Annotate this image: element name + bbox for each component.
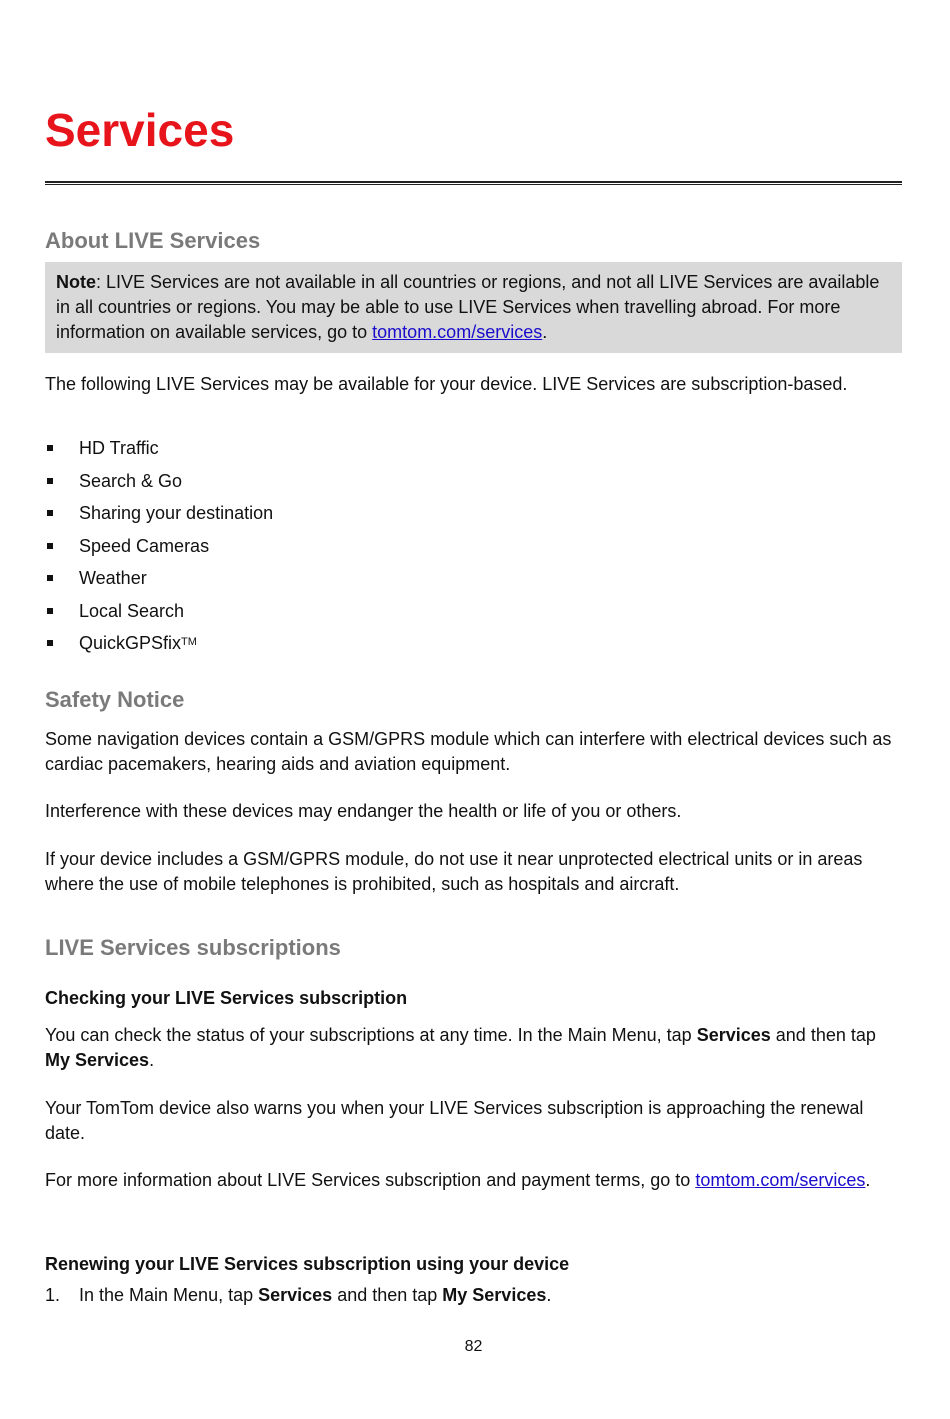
- renewal-warning-paragraph: Your TomTom device also warns you when your LIVE Services subscription is approaching the renewal date.: [45, 1098, 864, 1143]
- bullet-icon: [47, 543, 53, 549]
- list-item: [45, 469, 273, 502]
- page-title: Services: [45, 104, 235, 156]
- trademark-mark: TM: [181, 636, 197, 648]
- note-services-link[interactable]: tomtom.com/services: [372, 322, 543, 342]
- list-item-label: Sharing your destination: [79, 503, 274, 523]
- step-text-start: In the Main Menu, tap: [79, 1285, 259, 1305]
- safety-paragraph-3: If your device includes a GSM/GPRS module, do not use it near unprotected electrical units or in areas where the use of mobile telephones is prohibited, such as hospitals and aircraft.: [45, 849, 863, 894]
- more-info-text: For more information about LIVE Services subscription and payment terms, go to: [45, 1170, 696, 1190]
- list-item-label: Local Search: [79, 600, 185, 621]
- safety-notice-heading: Safety Notice: [45, 687, 185, 712]
- check-text-end: .: [149, 1050, 155, 1070]
- note-label: Note: [56, 272, 96, 292]
- bullet-icon: [47, 640, 53, 646]
- bullet-icon: [47, 445, 53, 451]
- bullet-icon: [47, 608, 53, 614]
- list-item-label: Speed Cameras: [79, 535, 210, 556]
- list-item: [45, 631, 273, 664]
- list-item-label: QuickGPSfix: [79, 633, 182, 653]
- title-divider: [45, 181, 902, 185]
- step-services-label: Services: [258, 1285, 333, 1305]
- about-live-services-heading: About LIVE Services: [45, 228, 261, 253]
- list-item: [45, 436, 273, 469]
- services-menu-label: Services: [696, 1025, 771, 1045]
- bullet-icon: [47, 478, 53, 484]
- list-item-label: Weather: [79, 568, 147, 588]
- more-info-paragraph: [45, 1168, 902, 1193]
- list-item-label: Search & Go: [79, 470, 183, 491]
- check-status-paragraph: [45, 1023, 902, 1073]
- check-text-start: You can check the status of your subscriptions at any time. In the Main Menu, tap: [45, 1025, 697, 1045]
- check-text-mid: and then tap: [770, 1025, 876, 1045]
- list-item: [45, 566, 273, 599]
- step-my-services-label: My Services: [442, 1285, 547, 1305]
- page-number: 82: [464, 1338, 483, 1355]
- safety-paragraph-2: Interference with these devices may endanger the health or life of you or others.: [45, 801, 682, 821]
- list-item: [45, 534, 273, 567]
- renewing-subscription-heading: Renewing your LIVE Services subscription using your device: [45, 1254, 570, 1274]
- live-subscriptions-heading: LIVE Services subscriptions: [45, 935, 341, 960]
- bullet-icon: [47, 575, 53, 581]
- renew-steps-list: [45, 1283, 551, 1308]
- services-list: [45, 436, 273, 664]
- step-text-end: .: [546, 1285, 552, 1305]
- step-text-mid: and then tap: [332, 1285, 443, 1305]
- note-end: .: [542, 322, 548, 342]
- list-item-label: HD Traffic: [79, 438, 159, 458]
- checking-subscription-heading: Checking your LIVE Services subscription: [45, 988, 408, 1008]
- services-intro-paragraph: The following LIVE Services may be available for your device. LIVE Services are subscription-based.: [45, 374, 848, 394]
- my-services-menu-label: My Services: [45, 1050, 150, 1070]
- note-text: : LIVE Services are not available in all countries or regions, and not all LIVE Services are available in all countries or regions. You may be able to use LIVE Services when travelling abroad. For more information on available services, go to: [56, 272, 880, 342]
- more-info-services-link[interactable]: tomtom.com/services: [695, 1170, 866, 1190]
- list-item: [45, 599, 273, 632]
- more-info-end: .: [865, 1170, 871, 1190]
- list-item: [45, 501, 273, 534]
- note-box: [45, 262, 902, 353]
- bullet-icon: [47, 510, 53, 516]
- safety-paragraph-1: Some navigation devices contain a GSM/GPRS module which can interfere with electrical devices such as cardiac pacemakers, hearing aids and aviation equipment.: [45, 729, 892, 774]
- step-number: 1.: [45, 1285, 61, 1305]
